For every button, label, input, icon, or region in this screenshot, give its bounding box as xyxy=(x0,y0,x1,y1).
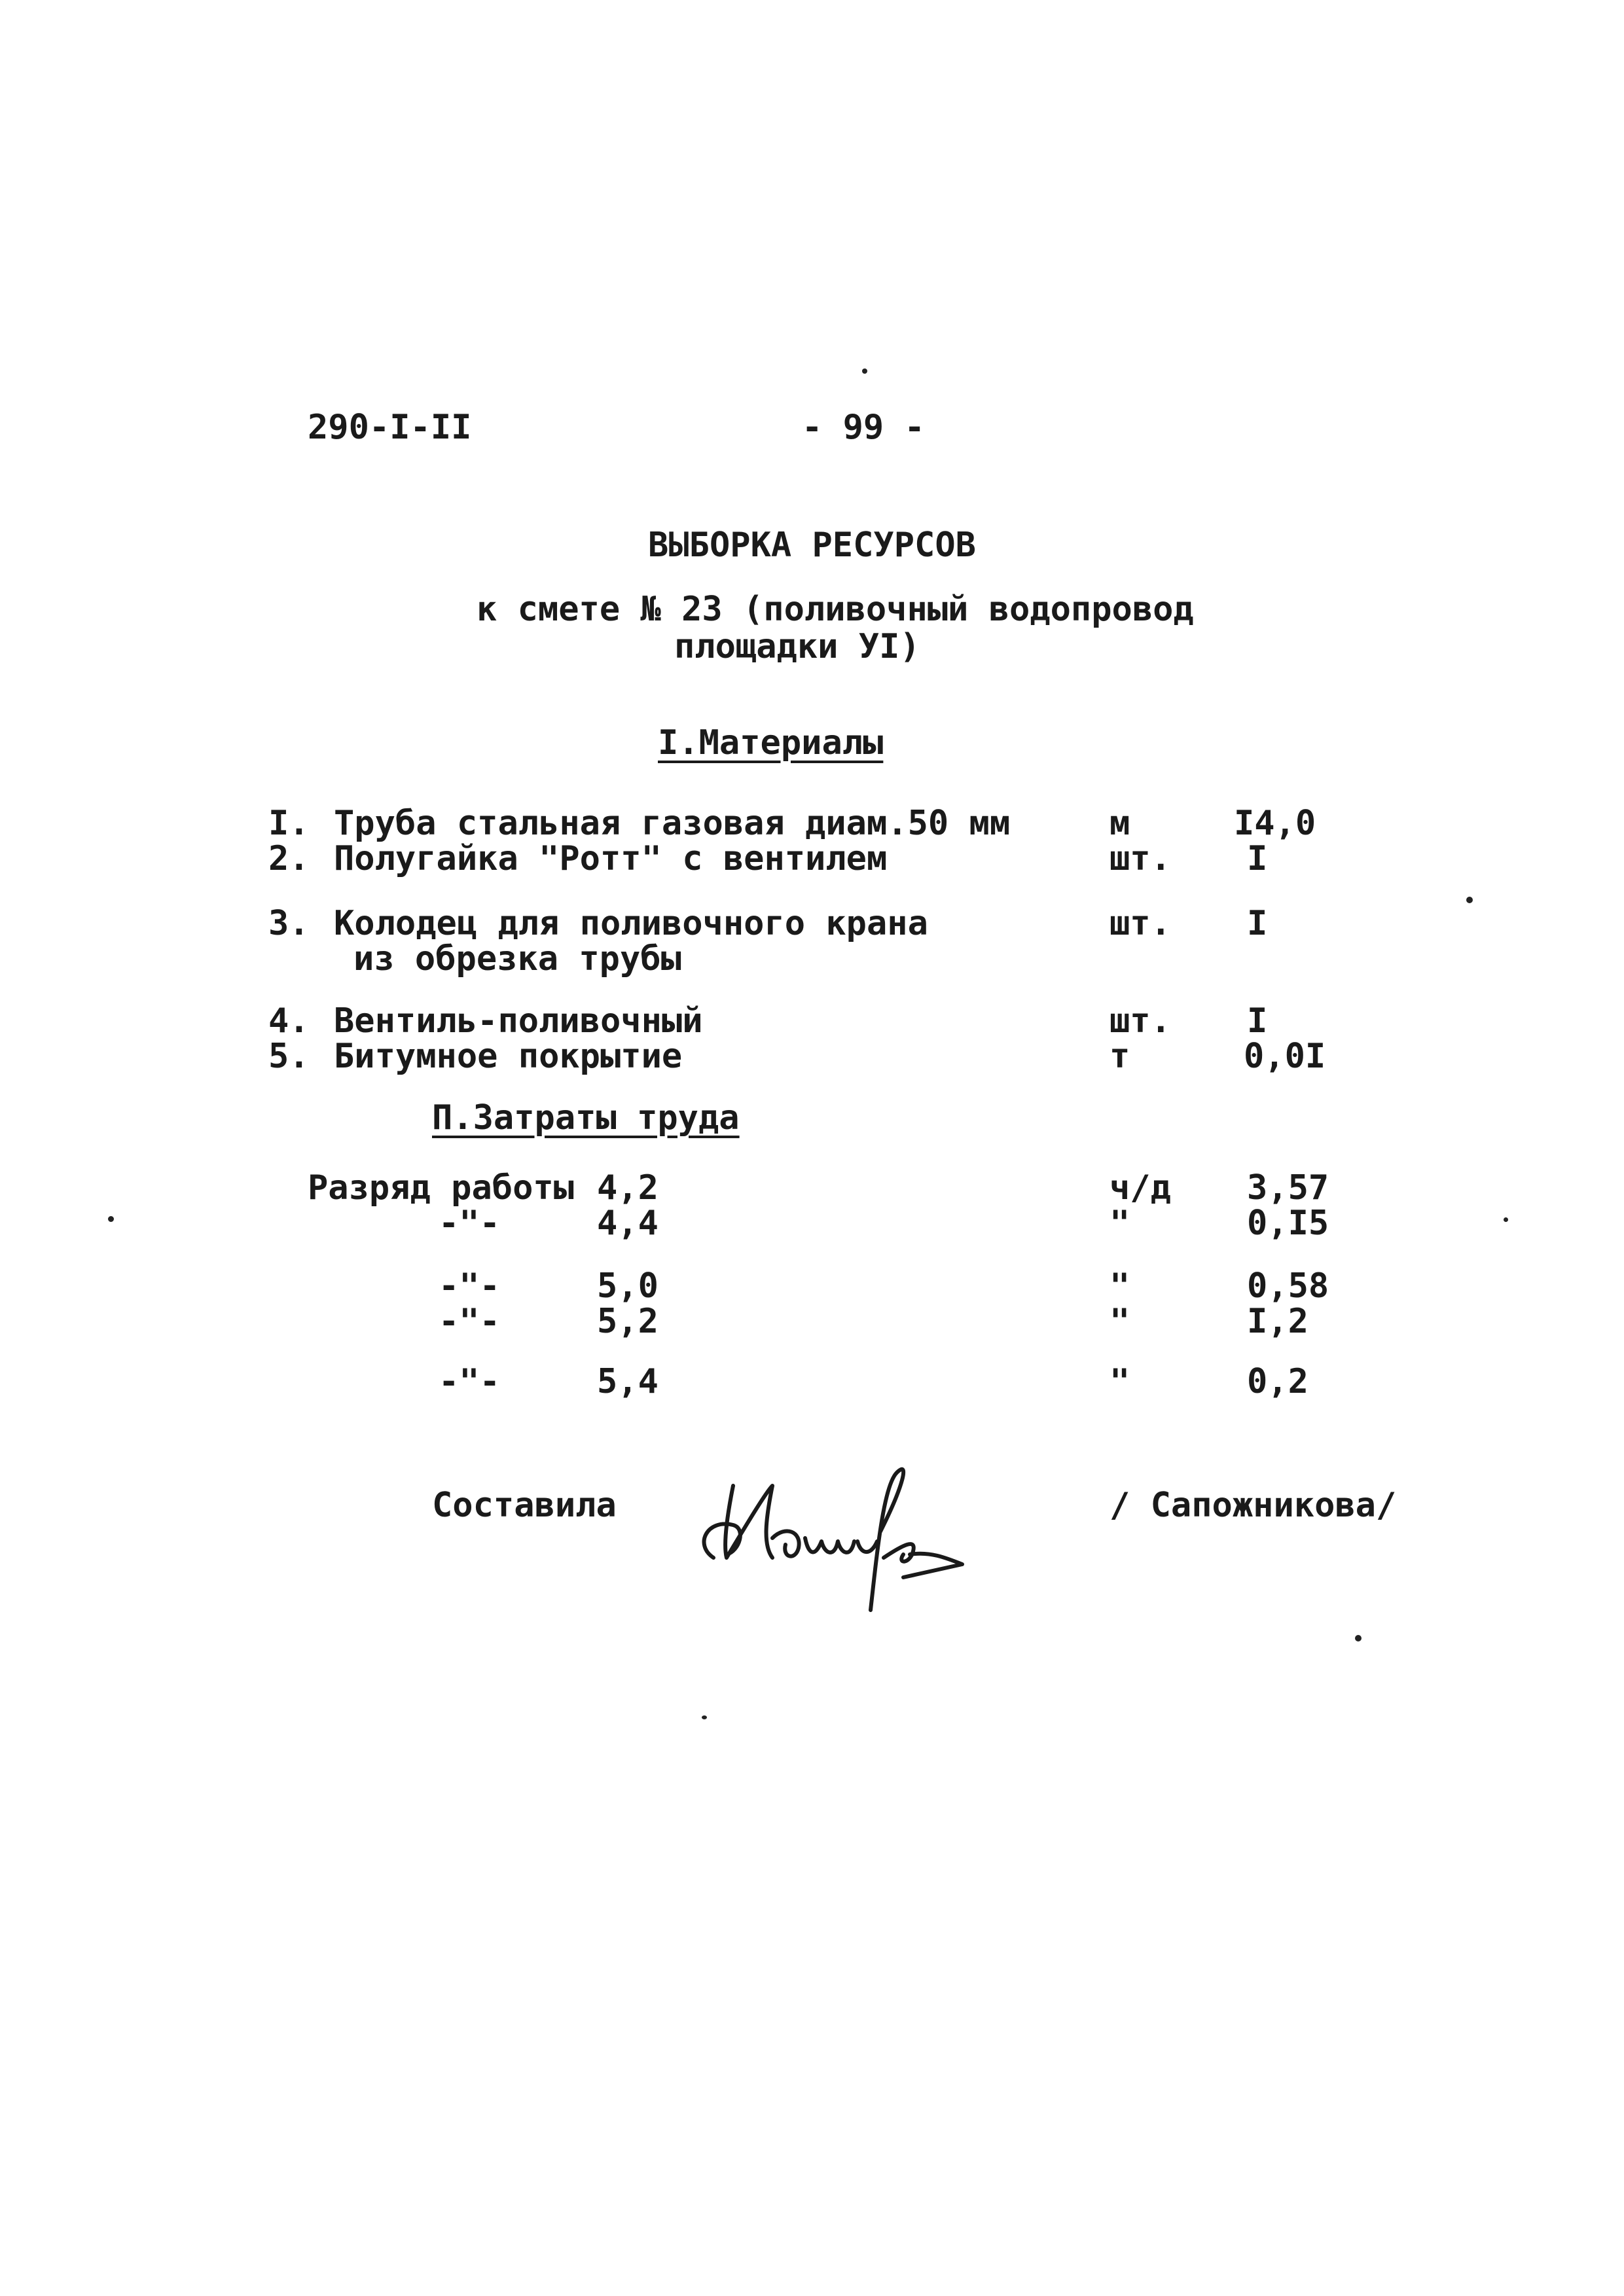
item-unit: шт. xyxy=(1110,839,1171,878)
labor-label: -"- xyxy=(439,1302,500,1341)
subtitle-line-2: площадки УI) xyxy=(674,627,920,666)
item-number: I. xyxy=(268,804,310,843)
labor-unit: " xyxy=(1110,1302,1130,1341)
labor-qty: 3,57 xyxy=(1247,1168,1329,1208)
item-unit: т xyxy=(1110,1037,1130,1076)
labor-label: -"- xyxy=(439,1266,500,1306)
item-name: Вентиль-поливочный xyxy=(334,1001,703,1041)
labor-unit: ч/д xyxy=(1110,1168,1171,1208)
item-qty: I4,0 xyxy=(1234,804,1316,843)
scan-speck xyxy=(108,1216,114,1222)
scan-speck xyxy=(1504,1217,1508,1222)
document-title: ВЫБОРКА РЕСУРСОВ xyxy=(648,526,976,565)
labor-unit: " xyxy=(1110,1266,1130,1306)
labor-qty: 0,58 xyxy=(1247,1266,1329,1306)
scan-speck xyxy=(702,1715,707,1719)
section-materials-heading: I.Материалы xyxy=(658,723,884,762)
item-number: 3. xyxy=(268,904,310,943)
item-number: 4. xyxy=(268,1001,310,1041)
scan-speck xyxy=(1355,1635,1362,1641)
item-unit: м xyxy=(1110,804,1130,843)
item-name: Труба стальная газовая диам.50 мм xyxy=(334,804,1011,843)
section-labor-heading: П.Затраты труда xyxy=(432,1098,740,1138)
item-qty: I xyxy=(1247,904,1268,943)
item-qty: 0,0I xyxy=(1244,1037,1326,1076)
labor-grade: 5,0 xyxy=(597,1266,659,1306)
labor-label: -"- xyxy=(439,1362,500,1401)
labor-label: -"- xyxy=(439,1204,500,1243)
labor-label: Разряд работы xyxy=(308,1168,574,1208)
scan-speck xyxy=(862,368,867,374)
item-name: Полугайка "Ротт" с вентилем xyxy=(334,839,888,878)
labor-grade: 4,4 xyxy=(597,1204,659,1243)
labor-unit: " xyxy=(1110,1362,1130,1401)
labor-grade: 5,4 xyxy=(597,1362,659,1401)
item-qty: I xyxy=(1247,1001,1268,1041)
item-qty: I xyxy=(1247,839,1268,878)
item-unit: шт. xyxy=(1110,1001,1171,1041)
labor-unit: " xyxy=(1110,1204,1130,1243)
item-number: 5. xyxy=(268,1037,310,1076)
labor-grade: 4,2 xyxy=(597,1168,659,1208)
labor-qty: I,2 xyxy=(1247,1302,1308,1341)
compiled-by-label: Составила xyxy=(432,1486,617,1525)
scan-speck xyxy=(1466,897,1473,903)
item-number: 2. xyxy=(268,839,310,878)
labor-qty: 0,2 xyxy=(1247,1362,1308,1401)
document-code: 290-I-II xyxy=(308,408,472,447)
item-name-continued: из обрезка трубы xyxy=(353,939,681,978)
item-name: Колодец для поливочного крана xyxy=(334,904,928,943)
subtitle-line-1: к смете № 23 (поливочный водопровод xyxy=(477,590,1194,629)
labor-grade: 5,2 xyxy=(597,1302,659,1341)
labor-qty: 0,I5 xyxy=(1247,1204,1329,1243)
item-name: Битумное покрытие xyxy=(334,1037,683,1076)
page-number: - 99 - xyxy=(802,408,925,447)
handwritten-signature xyxy=(687,1446,988,1630)
item-unit: шт. xyxy=(1110,904,1171,943)
compiler-name: / Сапожникова/ xyxy=(1110,1486,1397,1525)
